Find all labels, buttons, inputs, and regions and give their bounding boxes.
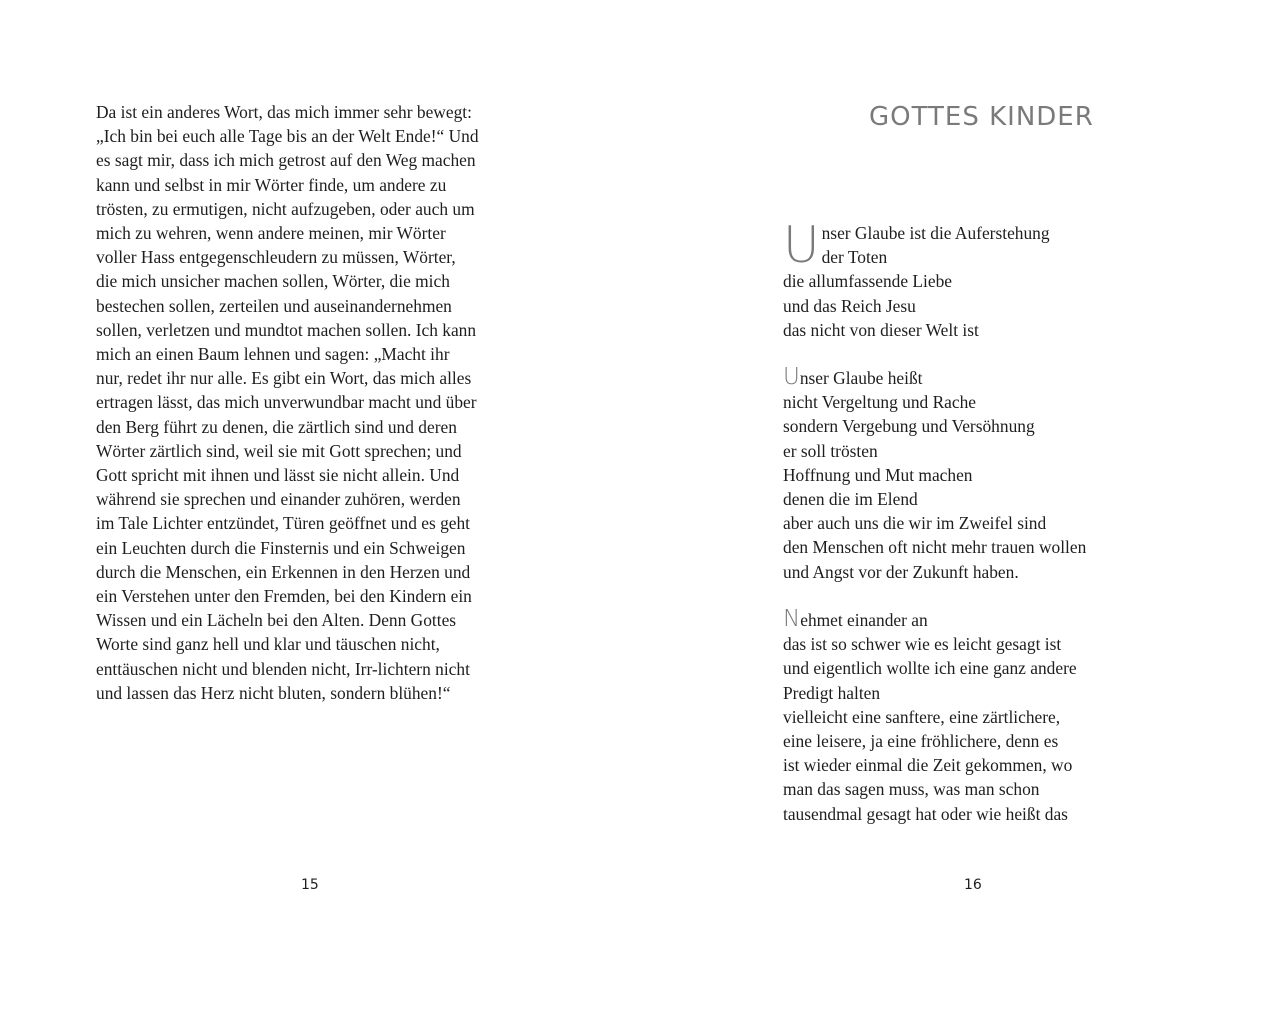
poem-line: den Menschen oft nicht mehr trauen wollen bbox=[783, 537, 1087, 558]
text-line: Wörter zärtlich sind, weil sie mit Gott sprechen; und bbox=[96, 440, 462, 461]
drop-cap-initial: U bbox=[783, 216, 820, 274]
page-number: 16 bbox=[964, 877, 982, 893]
text-line: im Tale Lichter entzündet, Türen geöffnet und es geht bbox=[96, 513, 471, 534]
poem-line: das nicht von dieser Welt ist bbox=[783, 319, 979, 340]
text-line: Worte sind ganz hell und klar und täuschen nicht, bbox=[96, 634, 440, 655]
text-line: trösten, zu ermutigen, nicht aufzugeben, oder auch um bbox=[96, 198, 475, 219]
text-line: Da ist ein anderes Wort, das mich immer sehr bewegt: bbox=[96, 102, 472, 122]
poem-line: Predigt halten bbox=[783, 682, 881, 703]
poem-line: Hoffnung und Mut machen bbox=[783, 464, 973, 485]
poem-line: eine leisere, ja eine fröhlichere, denn es bbox=[783, 731, 1059, 752]
poem-line: nser Glaube ist die Auferstehung bbox=[821, 223, 1050, 243]
text-line: enttäuschen nicht und blenden nicht, Irr-lichtern nicht bbox=[96, 658, 470, 679]
poem-line: sondern Vergebung und Versöhnung bbox=[783, 416, 1035, 437]
poem-stanza bbox=[783, 216, 1243, 342]
text-line: ein Leuchten durch die Finsternis und ein Schweigen bbox=[96, 537, 466, 558]
text-line: nur, redet ihr nur alle. Es gibt ein Wort, das mich alles bbox=[96, 368, 472, 389]
poem-line: tausendmal gesagt hat oder wie heißt das bbox=[783, 803, 1068, 824]
text-line: ertragen lässt, das mich unverwundbar macht und über bbox=[96, 392, 477, 413]
text-line: voller Hass entgegenschleudern zu müssen, Wörter, bbox=[96, 247, 456, 268]
poem-line: er soll trösten bbox=[783, 440, 878, 461]
prose-paragraph bbox=[96, 100, 536, 705]
poem-stanza bbox=[783, 366, 1243, 584]
poem-stanza bbox=[783, 608, 1243, 826]
poem-line: man das sagen muss, was man schon bbox=[783, 779, 1040, 800]
text-line: sollen, verletzen und mundtot machen sollen. Ich kann bbox=[96, 319, 477, 340]
text-line: den Berg führt zu denen, die zärtlich sind und deren bbox=[96, 416, 457, 437]
text-line: und lassen das Herz nicht bluten, sondern blühen!“ bbox=[96, 682, 451, 703]
text-line: mich an einen Baum lehnen und sagen: „Macht ihr bbox=[96, 344, 450, 365]
poem-line: vielleicht eine sanftere, eine zärtlichere, bbox=[783, 706, 1061, 727]
initial-letter: U bbox=[783, 364, 800, 390]
text-line: mich zu wehren, wenn andere meinen, mir Wörter bbox=[96, 223, 446, 244]
text-line: ein Verstehen unter den Fremden, bei den Kindern ein bbox=[96, 586, 472, 607]
poem-line-text: ehmet einander an bbox=[800, 610, 928, 630]
poem-line: der Toten bbox=[821, 247, 888, 268]
text-line: Gott spricht mit ihnen und lässt sie nicht allein. Und bbox=[96, 465, 460, 486]
poem-line: und eigentlich wollte ich eine ganz andere bbox=[783, 658, 1077, 679]
page-number: 15 bbox=[301, 877, 319, 893]
poem-line: denen die im Elend bbox=[783, 489, 918, 510]
poem-line: und das Reich Jesu bbox=[783, 295, 916, 316]
text-line: kann und selbst in mir Wörter finde, um andere zu bbox=[96, 174, 447, 195]
poem-line: das ist so schwer wie es leicht gesagt ist bbox=[783, 634, 1062, 655]
poem-line bbox=[783, 608, 1243, 632]
text-line: „Ich bin bei euch alle Tage bis an der Welt Ende!“ Und bbox=[96, 126, 479, 147]
poem-line bbox=[783, 366, 1243, 390]
poem-line-text: nser Glaube heißt bbox=[799, 368, 923, 388]
text-line: es sagt mir, dass ich mich getrost auf den Weg machen bbox=[96, 150, 476, 171]
text-line: die mich unsicher machen sollen, Wörter, die mich bbox=[96, 271, 450, 292]
poem-line: aber auch uns die wir im Zweifel sind bbox=[783, 513, 1047, 534]
poem-line: nicht Vergeltung und Rache bbox=[783, 392, 977, 413]
chapter-title: GOTTES KINDER bbox=[869, 102, 1094, 132]
initial-letter: N bbox=[783, 606, 801, 632]
poem-line: und Angst vor der Zukunft haben. bbox=[783, 561, 1019, 582]
text-line: bestechen sollen, zerteilen und auseinandernehmen bbox=[96, 295, 452, 316]
right-page bbox=[640, 0, 1280, 1018]
text-line: Wissen und ein Lächeln bei den Alten. Denn Gottes bbox=[96, 610, 457, 631]
poem-line: ist wieder einmal die Zeit gekommen, wo bbox=[783, 755, 1073, 776]
poem-line: die allumfassende Liebe bbox=[783, 271, 953, 292]
text-line: durch die Menschen, ein Erkennen in den Herzen und bbox=[96, 561, 471, 582]
text-line: während sie sprechen und einander zuhören, werden bbox=[96, 489, 461, 510]
